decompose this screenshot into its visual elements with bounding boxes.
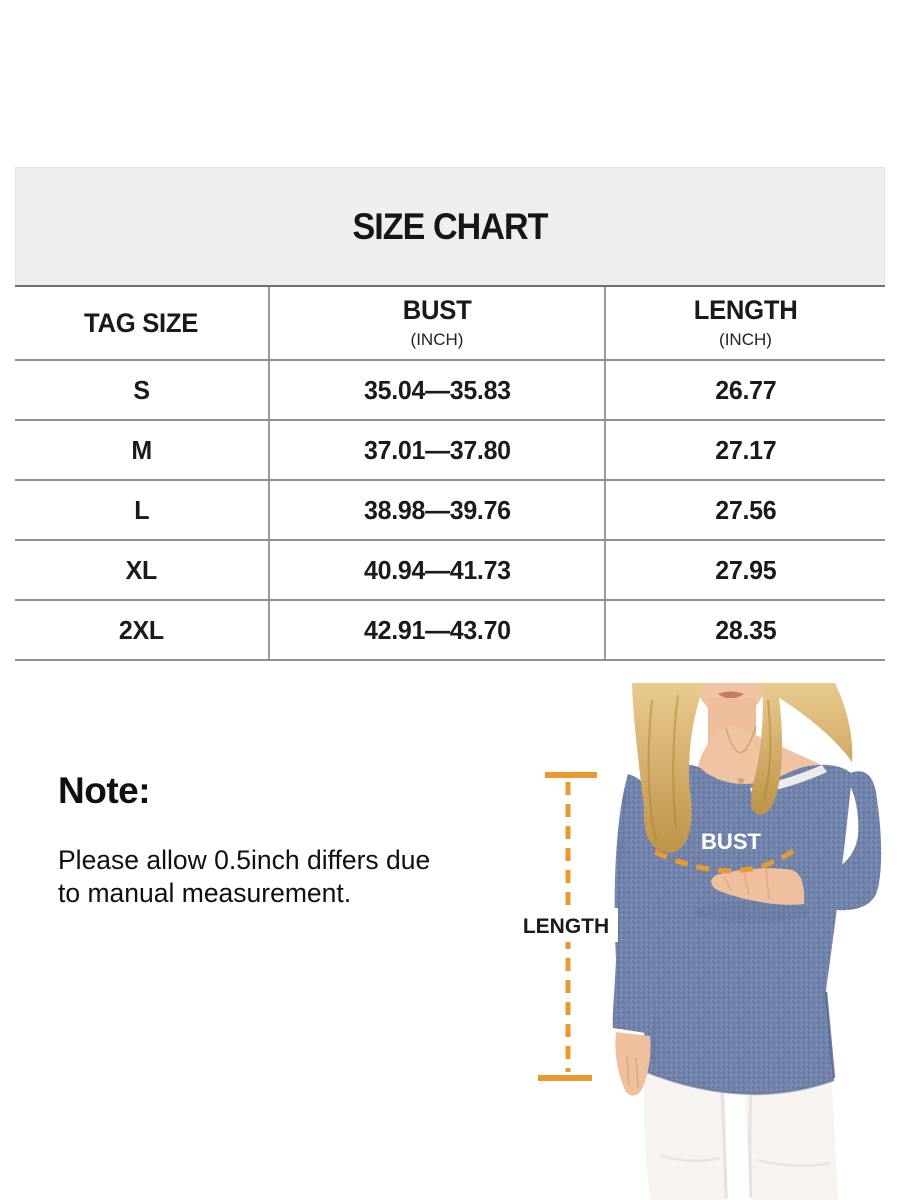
length-value: 27.17: [714, 434, 777, 465]
note-line-2: to manual measurement.: [58, 877, 352, 908]
size-cell-length: [604, 541, 885, 599]
size-cell-bust: [268, 601, 604, 659]
note-section: [58, 770, 478, 909]
length-label: LENGTH: [522, 915, 610, 938]
size-cell-length: [604, 481, 885, 539]
length-annotation: [516, 775, 618, 1078]
bust-value: 35.04—35.83: [363, 374, 511, 405]
bust-value: 38.98—39.76: [363, 494, 511, 525]
size-chart-header: [15, 167, 885, 285]
table-row-m: [15, 421, 885, 481]
size-cell-length: [604, 361, 885, 419]
size-cell-length: [604, 601, 885, 659]
col-header-tag-size: [15, 287, 268, 359]
table-header-row: [15, 287, 885, 361]
col-header-label: LENGTH: [693, 295, 798, 326]
col-header-label: BUST: [402, 295, 472, 326]
bust-value: 42.91—43.70: [363, 614, 511, 645]
size-cell-bust: [268, 421, 604, 479]
tag-value: S: [133, 374, 150, 405]
size-cell-tag: [15, 541, 268, 599]
table-row-xl: [15, 541, 885, 601]
tag-value: M: [131, 434, 152, 465]
size-cell-bust: [268, 481, 604, 539]
table-row-2xl: [15, 601, 885, 661]
size-table: [15, 285, 885, 661]
length-value: 26.77: [714, 374, 777, 405]
size-cell-length: [604, 421, 885, 479]
size-cell-tag: [15, 481, 268, 539]
model-illustration: [613, 660, 881, 1200]
length-value: 28.35: [714, 614, 777, 645]
note-line-1: Please allow 0.5inch differs due: [58, 845, 431, 875]
col-header-label: TAG SIZE: [84, 307, 199, 338]
size-cell-bust: [268, 541, 604, 599]
note-heading: Note:: [58, 770, 151, 811]
size-cell-tag: [15, 361, 268, 419]
col-header-bust: [268, 287, 604, 359]
bust-label: BUST: [701, 829, 761, 854]
size-cell-tag: [15, 421, 268, 479]
note-body: [58, 844, 478, 909]
model-photo: [500, 660, 900, 1200]
size-cell-tag: [15, 601, 268, 659]
col-header-unit: (INCH): [410, 329, 464, 349]
bust-value: 40.94—41.73: [363, 554, 511, 585]
tag-value: 2XL: [119, 614, 164, 645]
tag-value: XL: [125, 554, 158, 585]
bust-value: 37.01—37.80: [363, 434, 511, 465]
table-row-l: [15, 481, 885, 541]
col-header-unit: (INCH): [719, 329, 772, 349]
model-figure: [500, 660, 900, 1200]
table-row-s: [15, 361, 885, 421]
col-header-length: [604, 287, 885, 359]
length-value: 27.56: [714, 494, 777, 525]
size-cell-bust: [268, 361, 604, 419]
tag-value: L: [134, 494, 149, 525]
length-value: 27.95: [714, 554, 777, 585]
page-title: SIZE CHART: [352, 205, 548, 247]
